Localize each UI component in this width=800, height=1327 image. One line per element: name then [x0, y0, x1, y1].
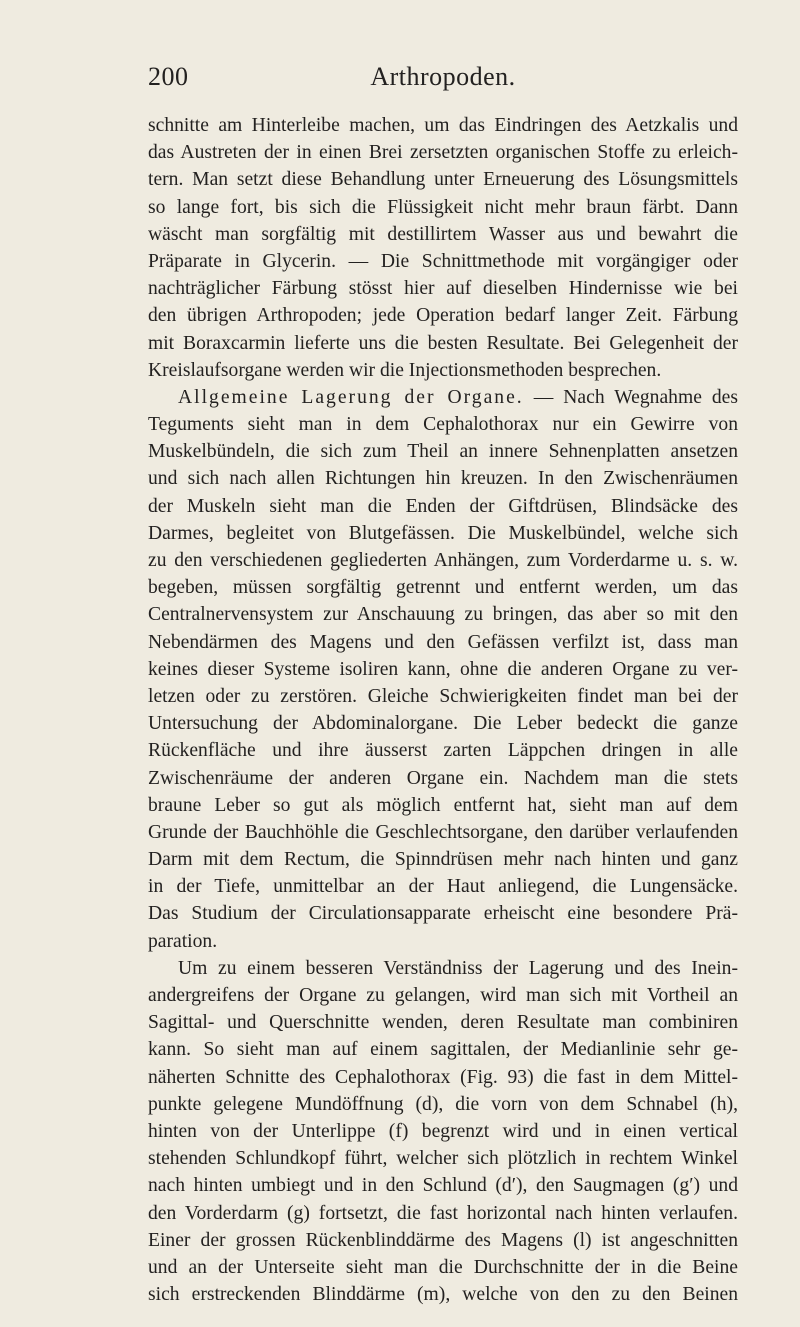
section-heading-line — [148, 384, 738, 411]
text-line: Das Studium der Circulationsapparate erheischt eine besondere Prä- — [148, 903, 738, 925]
text-line: paration. — [148, 930, 218, 952]
text-line: der Muskeln sieht man die Enden der Giftdrüsen, Blindsäcke des — [148, 495, 738, 517]
text-line: stehenden Schlundkopf führt, welcher sich plötzlich in rechtem Winkel — [148, 1148, 738, 1170]
text-line: nachträglicher Färbung stösst hier auf dieselben Hindernisse wie bei — [148, 278, 738, 300]
text-line: den übrigen Arthropoden; jede Operation bedarf langer Zeit. Färbung — [148, 305, 738, 327]
text-line: Rückenfläche und ihre äusserst zarten Läppchen dringen in alle — [148, 740, 738, 762]
text-line: punkte gelegene Mundöffnung (d), die vorn von dem Schnabel (h), — [148, 1093, 738, 1115]
text-line: Untersuchung der Abdominalorgane. Die Leber bedeckt die ganze — [148, 713, 738, 735]
text-line: Kreislaufsorgane werden wir die Injectionsmethoden besprechen. — [148, 359, 662, 381]
text-line: keines dieser Systeme isoliren kann, ohne die anderen Organe zu ver- — [148, 658, 738, 680]
text-line: hinten von der Unterlippe (f) begrenzt wird und in einen vertical — [148, 1120, 738, 1142]
page-header — [148, 62, 738, 102]
text-line: andergreifens der Organe zu gelangen, wird man sich mit Vortheil an — [148, 985, 738, 1006]
running-head: Arthropoden. — [370, 62, 516, 91]
text-line: in der Tiefe, unmittelbar an der Haut anliegend, die Lungensäcke. — [148, 876, 738, 898]
text-line: Zwischenräume der anderen Organe ein. Nachdem man die stets — [148, 767, 738, 789]
text-fragment: — Nach Wegnahme des — [533, 386, 739, 408]
text-line: kann. So sieht man auf einem sagittalen, der Medianlinie sehr ge- — [148, 1039, 738, 1061]
text-line: Präparate in Glycerin. — Die Schnittmethode mit vorgängiger oder — [148, 250, 738, 272]
text-line: das Austreten der in einen Brei zersetzten organischen Stoffe zu erleich- — [148, 142, 738, 164]
text-line: Darm mit dem Rectum, die Spinndrüsen mehr nach hinten und ganz — [148, 849, 738, 871]
section-heading: Allgemeine Lagerung der Organe. — [178, 386, 524, 408]
text-line: so lange fort, bis sich die Flüssigkeit nicht mehr braun färbt. Dann — [148, 196, 738, 218]
text-line: den Vorderdarm (g) fortsetzt, die fast horizontal nach hinten verlaufen. — [148, 1202, 738, 1224]
text-line: Nebendärmen des Magens und den Gefässen verfilzt ist, dass man — [148, 631, 738, 653]
text-line: letzen oder zu zerstören. Gleiche Schwierigkeiten findet man bei der — [148, 685, 738, 707]
text-line: schnitte am Hinterleibe machen, um das Eindringen des Aetzkalis und — [148, 115, 738, 136]
text-line: näherten Schnitte des Cephalothorax (Fig. 93) die fast in dem Mittel- — [148, 1066, 738, 1088]
text-line: und an der Unterseite sieht man die Durchschnitte der in die Beine — [148, 1256, 738, 1278]
text-line: Centralnervensystem zur Anschauung zu bringen, das aber so mit den — [148, 604, 738, 626]
page-number: 200 — [148, 62, 189, 91]
text-line: tern. Man setzt diese Behandlung unter Erneuerung des Lösungsmittels — [148, 169, 738, 191]
text-line: Muskelbündeln, die sich zum Theil an innere Sehnenplatten ansetzen — [148, 441, 738, 463]
text-line: Darmes, begleitet von Blutgefässen. Die Muskelbündel, welche sich — [148, 522, 738, 544]
text-line: und sich nach allen Richtungen hin kreuzen. In den Zwischenräumen — [148, 468, 738, 490]
text-line: Sagittal- und Querschnitte wenden, deren Resultate man combiniren — [148, 1012, 738, 1034]
text-line: Einer der grossen Rückenblinddärme des Magens (l) ist angeschnitten — [148, 1229, 738, 1251]
text-line: begeben, müssen sorgfältig getrennt und entfernt werden, um das — [148, 577, 738, 599]
text-line: Grunde der Bauchhöhle die Geschlechtsorgane, den darüber verlaufenden — [148, 821, 738, 843]
text-line: wäscht man sorgfältig mit destillirtem Wasser aus und bewahrt die — [148, 223, 738, 245]
text-line: Teguments sieht man in dem Cephalothorax nur ein Gewirre von — [148, 414, 738, 436]
text-line: sich erstreckenden Blinddärme (m), welche von den zu den Beinen — [148, 1284, 738, 1306]
text-line: zu den verschiedenen gegliederten Anhängen, zum Vorderdarme u. s. w. — [148, 550, 738, 571]
text-line: Um zu einem besseren Verständniss der Lagerung und des Inein- — [178, 957, 738, 979]
body-text — [148, 112, 738, 1308]
text-line: mit Boraxcarmin lieferte uns die besten Resultate. Bei Gelegenheit der — [148, 332, 738, 354]
text-line: nach hinten umbiegt und in den Schlund (d′), den Saugmagen (g′) und — [148, 1175, 738, 1197]
text-line: braune Leber so gut als möglich entfernt hat, sieht man auf dem — [148, 794, 738, 816]
